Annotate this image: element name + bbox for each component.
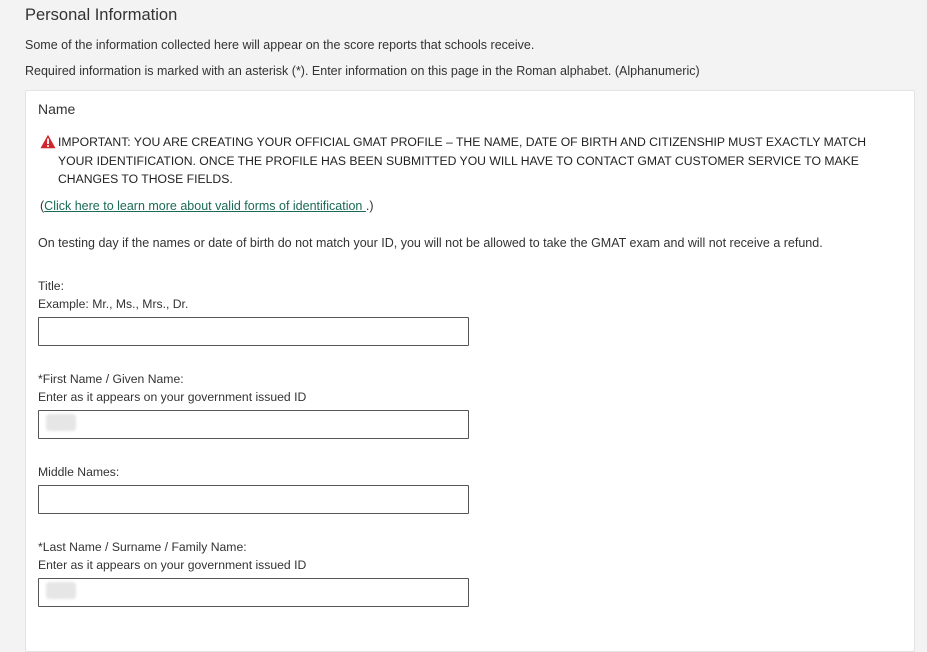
important-warning <box>40 133 880 189</box>
last-name-label: *Last Name / Surname / Family Name: <box>38 540 247 554</box>
warning-text: IMPORTANT: YOU ARE CREATING YOUR OFFICIAL GMAT PROFILE – THE NAME, DATE OF BIRTH AND CITIZENSHIP MUST EXACTLY MATCH YOUR IDENTIFICATION. ONCE THE PROFILE HAS BEEN SUBMITTED YOU WILL HAVE TO CONTACT GMAT CUSTOMER SERVICE TO MAKE CHANGES TO THOSE FIELDS. <box>58 135 867 186</box>
title-input[interactable] <box>38 317 469 346</box>
redacted-value <box>46 582 76 599</box>
intro-score-reports-text: Some of the information collected here will appear on the score reports that schools receive. <box>25 38 535 52</box>
first-name-input[interactable] <box>38 410 469 439</box>
first-name-input-wrapper <box>38 410 469 439</box>
intro-required-text: Required information is marked with an asterisk (*). Enter information on this page in the Roman alphabet. (Alphanumeric) <box>25 64 700 78</box>
section-heading-name: Name <box>38 101 76 117</box>
link-open-paren: ( <box>40 199 45 213</box>
title-input-wrapper <box>38 317 469 346</box>
identification-link-line <box>40 199 374 213</box>
warning-triangle-icon <box>40 134 56 149</box>
page-title: Personal Information <box>25 6 178 24</box>
link-close-paren: .) <box>365 199 374 213</box>
middle-names-label: Middle Names: <box>38 465 120 479</box>
redacted-value <box>46 414 76 431</box>
first-name-label: *First Name / Given Name: <box>38 372 184 386</box>
title-hint: Example: Mr., Ms., Mrs., Dr. <box>38 297 189 311</box>
first-name-hint: Enter as it appears on your government issued ID <box>38 390 307 404</box>
valid-identification-link[interactable]: Click here to learn more about valid forms of identification <box>44 199 366 213</box>
testing-day-notice: On testing day if the names or date of birth do not match your ID, you will not be allowed to take the GMAT exam and will not receive a refund. <box>38 236 823 250</box>
last-name-input-wrapper <box>38 578 469 607</box>
last-name-hint: Enter as it appears on your government issued ID <box>38 558 307 572</box>
middle-names-input-wrapper <box>38 485 469 514</box>
last-name-input[interactable] <box>38 578 469 607</box>
title-label: Title: <box>38 279 64 293</box>
name-section-card <box>25 90 915 652</box>
middle-names-input[interactable] <box>38 485 469 514</box>
